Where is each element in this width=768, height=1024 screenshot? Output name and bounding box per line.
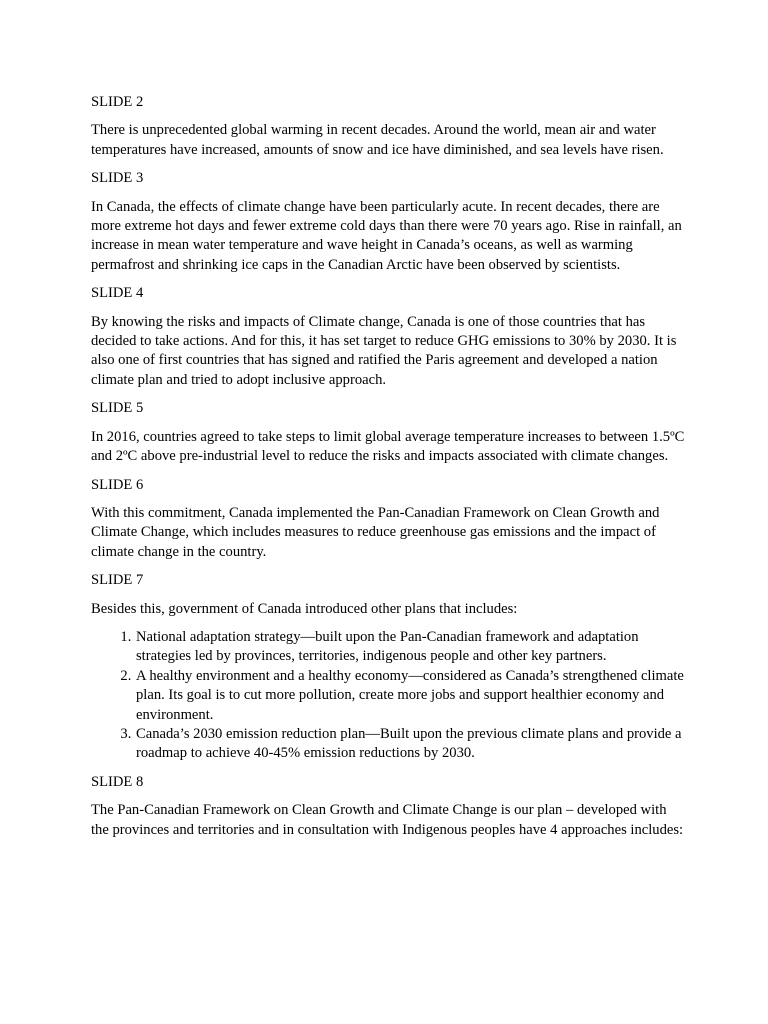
slide-4-heading: SLIDE 4 [91, 285, 144, 302]
slide-8-heading: SLIDE 8 [91, 773, 144, 790]
slide-8-paragraph: The Pan-Canadian Framework on Clean Growth and Climate Change is our plan – developed with the provinces and territories and in consultation with Indigenous peoples have 4 approaches includes: [91, 802, 684, 838]
slide-3-paragraph: In Canada, the effects of climate change have been particularly acute. In recent decades, there are more extreme hot days and fewer extreme cold days than there were 70 years ago. Rise in rainfall, an increase in mean water temperature and wave height in Canada’s oceans, as well as warming permafrost and shrinking ice caps in the Canadian Arctic have been observed by scientists. [91, 198, 682, 273]
slide-3-heading: SLIDE 3 [91, 170, 144, 187]
slide-6-paragraph: With this commitment, Canada implemented the Pan-Canadian Framework on Clean Growth and Climate Change, which includes measures to reduce greenhouse gas emissions and the impact of climate change in the country. [91, 504, 660, 560]
list-item: 2. A healthy environment and a healthy economy—considered as Canada’s strengthened climate plan. Its goal is to cut more pollution, create more jobs and support healthier economy and environment. [135, 667, 686, 725]
slide-5-heading: SLIDE 5 [91, 400, 144, 417]
slide-6-heading: SLIDE 6 [91, 476, 144, 493]
slide-4-paragraph: By knowing the risks and impacts of Climate change, Canada is one of those countries that has decided to take actions. And for this, it has set target to reduce GHG emissions to 30% by 2030. It is also one of first countries that has signed and ratified the Paris agreement and developed a nation climate plan and tried to adopt inclusive approach. [91, 313, 677, 388]
slide-7-paragraph: Besides this, government of Canada introduced other plans that includes: [91, 600, 518, 617]
document-page [91, 93, 686, 849]
slide-2-heading: SLIDE 2 [91, 94, 144, 110]
list-item: 1. National adaptation strategy—built upon the Pan-Canadian framework and adaptation strategies led by provinces, territories, indigenous people and other key partners. [135, 628, 686, 667]
slide-7-heading: SLIDE 7 [91, 572, 144, 589]
plans-list [91, 628, 686, 764]
list-item: 3. Canada’s 2030 emission reduction plan—Built upon the previous climate plans and provide a roadmap to achieve 40-45% emission reductions by 2030. [135, 725, 686, 764]
slide-5-paragraph: In 2016, countries agreed to take steps to limit global average temperature increases to between 1.5ºC and 2ºC above pre-industrial level to reduce the risks and impacts associated with climate changes. [91, 428, 685, 465]
slide-2-paragraph: There is unprecedented global warming in recent decades. Around the world, mean air and water temperatures have increased, amounts of snow and ice have diminished, and sea levels have risen. [91, 122, 664, 158]
